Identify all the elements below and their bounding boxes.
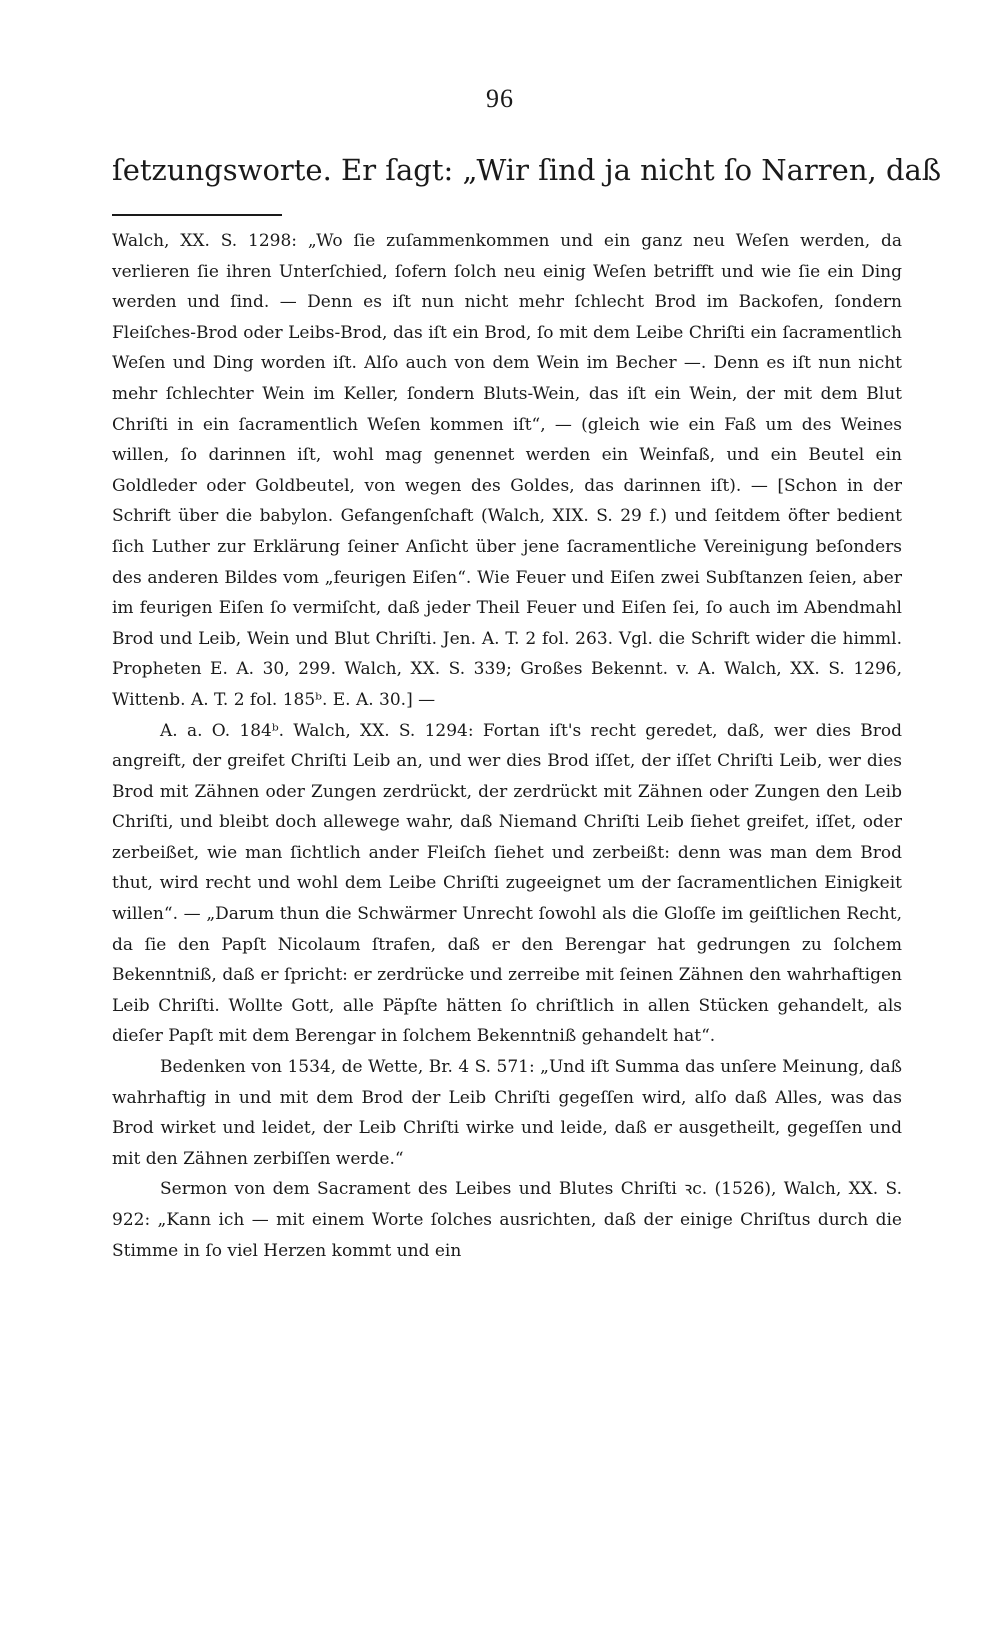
- footnote-separator-rule: [112, 214, 282, 216]
- footnote-paragraph-4: Sermon von dem Sacrament des Leibes und Blutes Chriſti ꝛc. (1526), Walch, XX. S. 922: „Kann ich — mit einem Worte ſolches ausrichten, daß der einige Chriſtus durch die Stimme in ſo viel Herzen kommt und ein: [112, 1179, 902, 1261]
- footnote-paragraph-3: Bedenken von 1534, de Wette, Br. 4 S. 571: „Und iſt Summa das unſere Meinung, daß wahrhaftig in und mit dem Brod der Leib Chriſti gegeſſen wird, alſo daß Alles, was das Brod wirket und leidet, der Leib Chriſti wirke und leide, daß er ausgetheilt, gegeſſen und mit den Zähnen zerbiſſen werde.“: [112, 1057, 902, 1169]
- footnotes-block: [112, 226, 902, 1266]
- footnote-paragraph-1: Walch, XX. S. 1298: „Wo ſie zuſammenkommen und ein ganz neu Weſen werden, da verlieren ſie ihren Unterſchied, ſofern ſolch neu einig Weſen betrifft und wie ſie ein Ding werden und ſind. — Denn es iſt nun nicht mehr ſchlecht Brod im Backofen, ſondern Fleiſches-Brod oder Leibs-Brod, das iſt ein Brod, ſo mit dem Leibe Chriſti ein ſacramentlich Weſen und Ding worden iſt. Alſo auch von dem Wein im Becher —. Denn es iſt nun nicht mehr ſchlechter Wein im Keller, ſondern Bluts-Wein, das iſt ein Wein, der mit dem Blut Chriſti in ein ſacramentlich Weſen kommen iſt“, — (gleich wie ein Faß um des Weines willen, ſo darinnen iſt, wohl mag genennet werden ein Weinfaß, und ein Beutel ein Goldleder oder Goldbeutel, von wegen des Goldes, das darinnen iſt). — [Schon in der Schrift über die babylon. Gefangenſchaft (Walch, XIX. S. 29 f.) und ſeitdem öfter bedient ſich Luther zur Erklärung ſeiner Anſicht über jene ſacramentliche Vereinigung beſonders des anderen Bildes vom „feurigen Eiſen“. Wie Feuer und Eiſen zwei Subſtanzen ſeien, aber im feurigen Eiſen ſo vermiſcht, daß jeder Theil Feuer und Eiſen ſei, ſo auch im Abendmahl Brod und Leib, Wein und Blut Chriſti. Jen. A. T. 2 fol. 263. Vgl. die Schrift wider die himml. Propheten E. A. 30, 299. Walch, XX. S. 339; Großes Bekennt. v. A. Walch, XX. S. 1296, Wittenb. A. T. 2 fol. 185ᵇ. E. A. 30.] —: [112, 231, 902, 710]
- footnote-paragraph-2: A. a. O. 184ᵇ. Walch, XX. S. 1294: Fortan iſt's recht geredet, daß, wer dies Brod angreift, der greifet Chriſti Leib an, und wer dies Brod iſſet, der iſſet Chriſti Leib, wer dies Brod mit Zähnen oder Zungen zerdrückt, der zerdrückt mit Zähnen oder Zungen den Leib Chriſti, und bleibt doch allewege wahr, daß Niemand Chriſti Leib ſiehet greifet, iſſet, oder zerbeißet, wie man ſichtlich ander Fleiſch ſiehet und zerbeißt: denn was man dem Brod thut, wird recht und wohl dem Leibe Chriſti zugeeignet um der ſacramentlichen Einigkeit willen“. — „Darum thun die Schwärmer Unrecht ſowohl als die Gloſſe im geiſtlichen Recht, da ſie den Papſt Nicolaum ſtrafen, daß er den Berengar hat gedrungen zu ſolchem Bekenntniß, daß er ſpricht: er zerdrücke und zerreibe mit ſeinen Zähnen den wahrhaftigen Leib Chriſti. Wollte Gott, alle Päpſte hätten ſo chriſtlich in allen Stücken gehandelt, als dieſer Papſt mit dem Berengar in ſolchem Bekenntniß gehandelt hat“.: [112, 720, 902, 1047]
- page-number: 96: [486, 84, 514, 113]
- main-text-line: ſetzungsworte. Er ſagt: „Wir ſind ja nicht ſo Narren, daß: [112, 153, 942, 187]
